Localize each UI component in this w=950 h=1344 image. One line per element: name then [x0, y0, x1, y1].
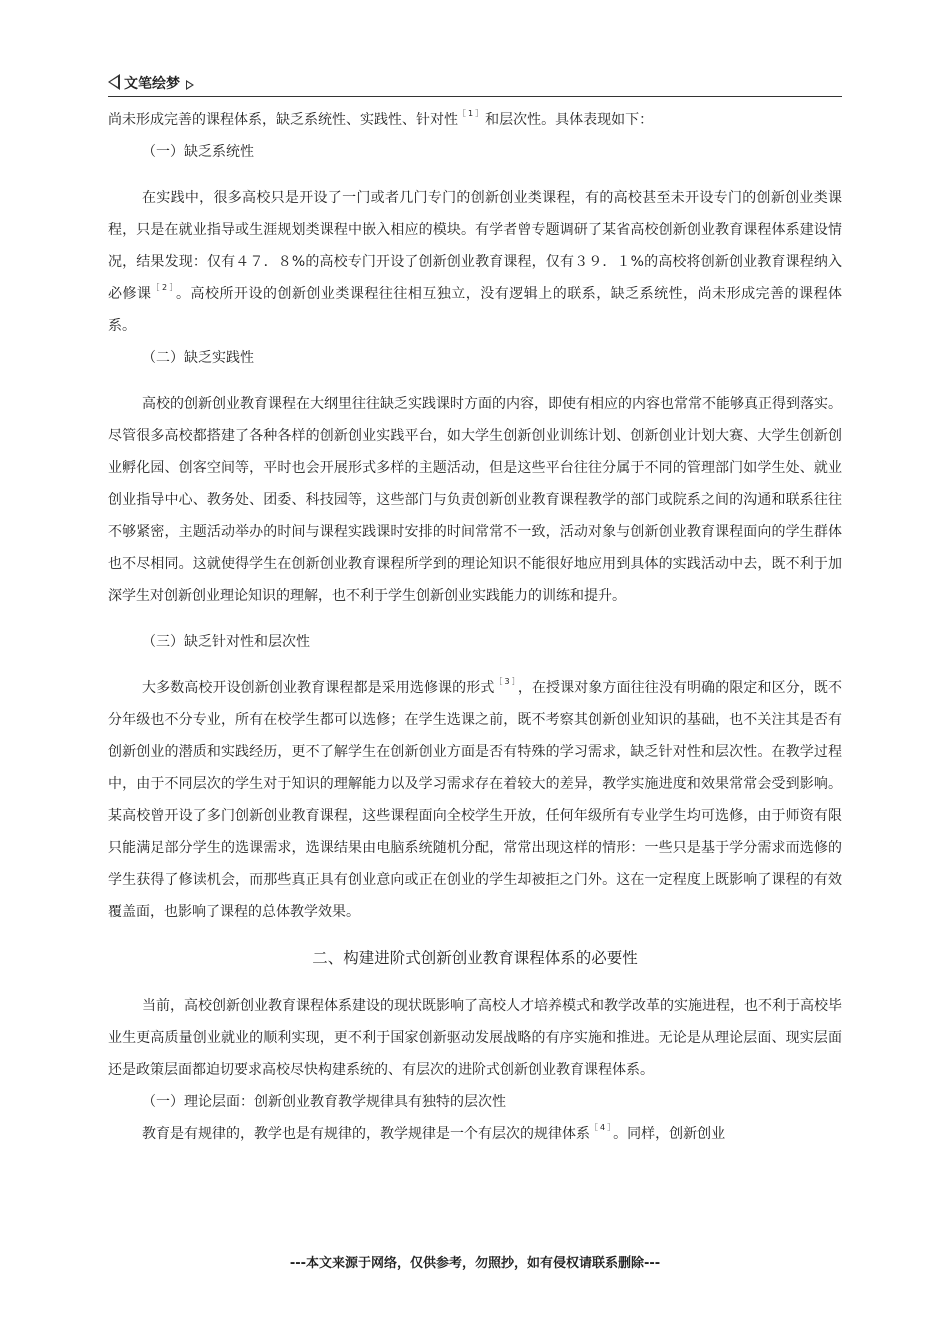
subsection-heading: （一）理论层面：创新创业教育教学规律具有独特的层次性 [142, 1094, 506, 1110]
paragraph: 尚未形成完善的课程体系，缺乏系统性、实践性、针对性$^{[1]}$和层次性。具体表现如下： [108, 109, 654, 128]
citation-ref: ［1］ [458, 109, 486, 118]
paragraph: 高校的创新创业教育课程在大纲里往往缺乏实践课时方面的内容，即使有相应的内容也常常不能够真正得到落实。尽管很多高校都搭建了各种各样的创新创业实践平台，如大学生创新创业训练计划、创新创业计划大赛、大学生创新创业孵化园、创客空间等，平时也会开展形式多样的主题活动，但是这些平台往往分属于不同的管理部门如学生处、就业创业指导中心、教务处、团委、科技园等，这些部门与负责创新创业教育课程教学的部门或院系之间的沟通和联系往往不够紧密，主题活动举办的时间与课程实践课时安排的时间常常不一致，活动对象与创新创业教育课程面向的学生群体也不尽相同。这就使得学生在创新创业教育课程所学到的理论知识不能很好地应用到具体的实践活动中去，既不利于加深学生对创新创业理论知识的理解，也不利于学生创新创业实践能力的训练和提升。 [108, 396, 842, 604]
citation-ref: ［3］ [494, 677, 518, 686]
subsection-heading: （一）缺乏系统性 [142, 144, 254, 160]
citation-ref: ［2］ [151, 283, 177, 292]
paragraph: 在实践中，很多高校只是开设了一门或者几门专门的创新创业类课程，有的高校甚至未开设专门的创新创业类课程，只是在就业指导或生涯规划类课程中嵌入相应的模块。有学者曾专题调研了某省高校创新创业教育课程体系建设情况，结果发现：仅有４７．８%的高校专门开设了创新创业教育课程，仅有３９．１%的高校将创新创业教育课程纳入必修课$^{[2]}$。高校所开设的创新创业类课程往往相互独立，没有逻辑上的联系，缺乏系统性，尚未形成完善的课程体系。 [108, 190, 843, 334]
page-header [108, 74, 842, 97]
subsection-heading: （三）缺乏针对性和层次性 [142, 634, 310, 650]
header-brand [108, 74, 194, 94]
header-title: 文笔绘梦 [124, 76, 180, 92]
paragraph: 教育是有规律的，教学也是有规律的，教学规律是一个有层次的规律体系$^{[4]}$。同样，创新创业 [142, 1123, 726, 1142]
subsection-heading: （二）缺乏实践性 [142, 350, 254, 366]
footer-notice: ---本文来源于网络，仅供参考，勿照抄，如有侵权请联系删除--- [289, 1256, 661, 1271]
paragraph: 大多数高校开设创新创业教育课程都是采用选修课的形式$^{[3]}$，在授课对象方面往往没有明确的限定和区分，既不分年级也不分专业，所有在校学生都可以选修；在学生选课之前，既不考察其创新创业知识的基础，也不关注其是否有创新创业的潜质和实践经历，更不了解学生在创新创业方面是否有特殊的学习需求，缺乏针对性和层次性。在教学过程中，由于不同层次的学生对于知识的理解能力以及学习需求存在着较大的差异，教学实施进度和效果常常会受到影响。某高校曾开设了多门创新创业教育课程，这些课程面向全校学生开放，任何年级所有专业学生均可选修，由于师资有限只能满足部分学生的选课需求，选课结果由电脑系统随机分配，常常出现这样的情形：一些只是基于学分需求而选修的学生获得了修读机会，而那些真正具有创业意向或正在创业的学生却被拒之门外。这在一定程度上既影响了课程的有效覆盖面，也影响了课程的总体教学效果。 [108, 677, 843, 920]
left-triangle-icon [108, 74, 120, 90]
citation-ref: ［4］ [590, 1123, 614, 1132]
paragraph: 当前，高校创新创业教育课程体系建设的现状既影响了高校人才培养模式和教学改革的实施进程，也不利于高校毕业生更高质量创业就业的顺利实现，更不利于国家创新驱动发展战略的有序实施和推进。无论是从理论层面、现实层面还是政策层面都迫切要求高校尽快构建系统的、有层次的进阶式创新创业教育课程体系。 [108, 998, 842, 1078]
right-triangle-icon [186, 80, 194, 90]
document-body [108, 104, 842, 1150]
section-heading: 二、构建进阶式创新创业教育课程体系的必要性 [312, 949, 638, 967]
